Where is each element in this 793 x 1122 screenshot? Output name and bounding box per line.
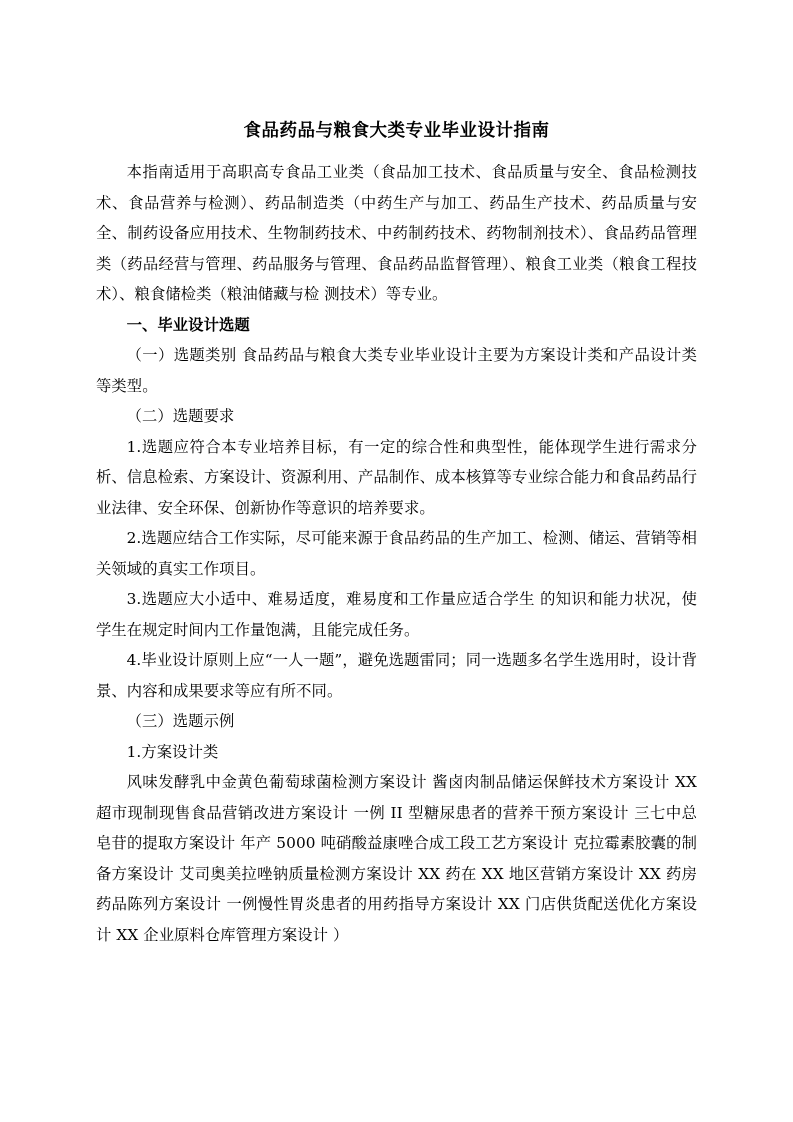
example-category-1: 1.方案设计类 [126,742,219,761]
topic-examples-heading: （三）选题示例 [126,712,235,731]
requirement-item-4: 4.毕业设计原则上应“一人一题”，避免选题雷同；同一选题多名学生选用时，设计背景、内容和成果要求等应有所不同。 [96,651,697,700]
intro-paragraph: 本指南适用于高职高专食品工业类（食品加工技术、食品质量与安全、食品检测技术、食品营养与检测）、药品制造类（中药生产与加工、药品生产技术、药品质量与安全、制药设备应用技术、生物制药技术、中药制药技术、药物制剂技术）、食品药品管理类（药品经营与管理、药品服务与管理、食品药品监督管理）、粮食工业类（粮食工程技术）、粮食储检类（粮油储藏与检 测技术）等专业。 [96,163,697,304]
topic-requirement-heading: （二）选题要求 [126,407,235,426]
topic-category-paragraph: （一）选题类别 食品药品与粮食大类专业毕业设计主要为方案设计类和产品设计类等类型。 [96,346,697,395]
requirement-item-2: 2.选题应结合工作实际，尽可能来源于食品药品的生产加工、检测、储运、营销等相关领域的真实工作项目。 [96,529,697,578]
requirement-item-1: 1.选题应符合本专业培养目标，有一定的综合性和典型性，能体现学生进行需求分析、信息检索、方案设计、资源利用、产品制作、成本核算等专业综合能力和食品药品行业法律、安全环保、创新协作等意识的培养要求。 [96,437,697,517]
section-heading-one: 一、毕业设计选题 [126,315,250,334]
page-title: 食品药品与粮食大类专业毕业设计指南 [243,121,550,141]
example-list-1: 风味发酵乳中金黄色葡萄球菌检测方案设计 酱卤肉制品储运保鲜技术方案设计 XX 超市现制现售食品营销改进方案设计 一例 II 型糖尿患者的营养干预方案设计 三七中总皂苷的提取方案设计 年产 5000 吨硝酸益康唑合成工段工艺方案设计 克拉霉素胶囊的制备方案设计 艾司奥美拉唑钠质量检测方案设计 XX 药在 XX 地区营销方案设计 XX 药房药品陈列方案设计 一例慢性胃炎患者的用药指导方案设计 XX 门店供货配送优化方案设计 XX 企业原料仓库管理方案设计 ） [96,773,697,944]
requirement-item-3: 3.选题应大小适中、难易适度，难易度和工作量应适合学生 的知识和能力状况，使学生在规定时间内工作量饱满，且能完成任务。 [96,590,697,639]
